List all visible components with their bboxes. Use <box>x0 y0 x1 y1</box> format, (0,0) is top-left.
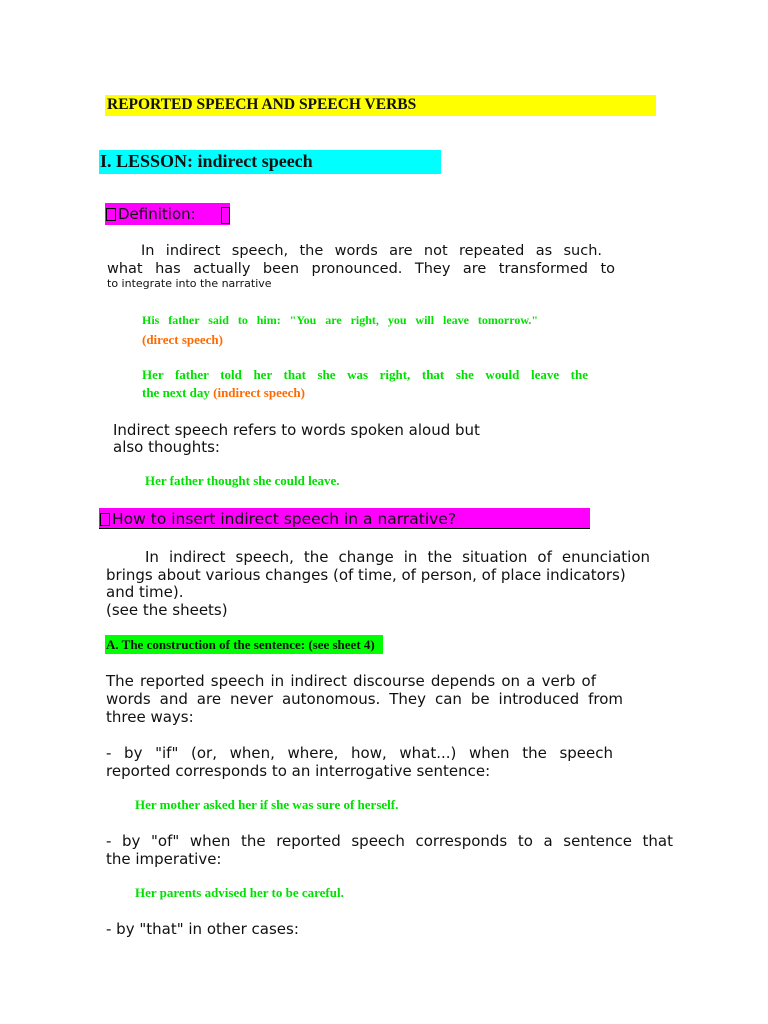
insert-p1-line4: (see the sheets) <box>106 601 228 619</box>
insert-p1-line1: In indirect speech, the change in the situation of enunciation <box>145 548 650 566</box>
definition-p1-line2: what has actually been pronounced. They are transformed to <box>107 261 615 277</box>
construction-b2-line2: the imperative: <box>106 850 222 868</box>
construction-b2-line1: - by "of" when the reported speech corresponds to a sentence that <box>106 832 673 850</box>
insert-heading-underline <box>99 528 590 529</box>
example-indirect-speech-line2: the next day (indirect speech) <box>142 385 305 400</box>
insert-p1-line3: and time). <box>106 583 184 601</box>
example-direct-label: (direct speech) <box>142 332 223 347</box>
insert-p1-line2: brings about various changes (of time, of person, of place indicators) <box>106 566 626 584</box>
definition-end-box <box>221 207 230 224</box>
insert-heading: How to insert indirect speech in a narrative? <box>100 510 456 528</box>
lesson-heading: I. LESSON: indirect speech <box>100 151 313 171</box>
construction-b1-line1: - by "if" (or, when, where, how, what...) when the speech <box>106 744 613 762</box>
example-direct-speech: His father said to him: "You are right, you will leave tomorrow." <box>142 313 538 327</box>
definition-p2-line2: also thoughts: <box>113 438 220 456</box>
definition-p1-line3: to integrate into the narrative <box>107 277 272 290</box>
construction-heading: A. The construction of the sentence: (see sheet 4) <box>106 637 375 652</box>
bullet-symbol-icon <box>106 208 116 221</box>
example-thought: Her father thought she could leave. <box>145 473 340 488</box>
bullet-symbol-icon <box>100 513 110 526</box>
example-indirect-speech-line1: Her father told her that she was right, that she would leave the <box>142 367 588 382</box>
construction-b3-line1: - by "that" in other cases: <box>106 920 299 938</box>
definition-heading: Definition: <box>106 205 196 223</box>
example-question: Her mother asked her if she was sure of herself. <box>135 797 399 812</box>
example-imperative: Her parents advised her to be careful. <box>135 885 344 900</box>
construction-p1-line3: three ways: <box>106 708 194 726</box>
definition-p1-line1: In indirect speech, the words are not repeated as such. <box>141 243 602 259</box>
construction-p1-line2: words and are never autonomous. They can be introduced from <box>106 690 623 708</box>
construction-b1-line2: reported corresponds to an interrogative sentence: <box>106 762 491 780</box>
definition-p2-line1: Indirect speech refers to words spoken aloud but <box>113 421 480 439</box>
construction-p1-line1: The reported speech in indirect discourse depends on a verb of <box>106 672 596 690</box>
page-title: REPORTED SPEECH AND SPEECH VERBS <box>107 96 417 113</box>
